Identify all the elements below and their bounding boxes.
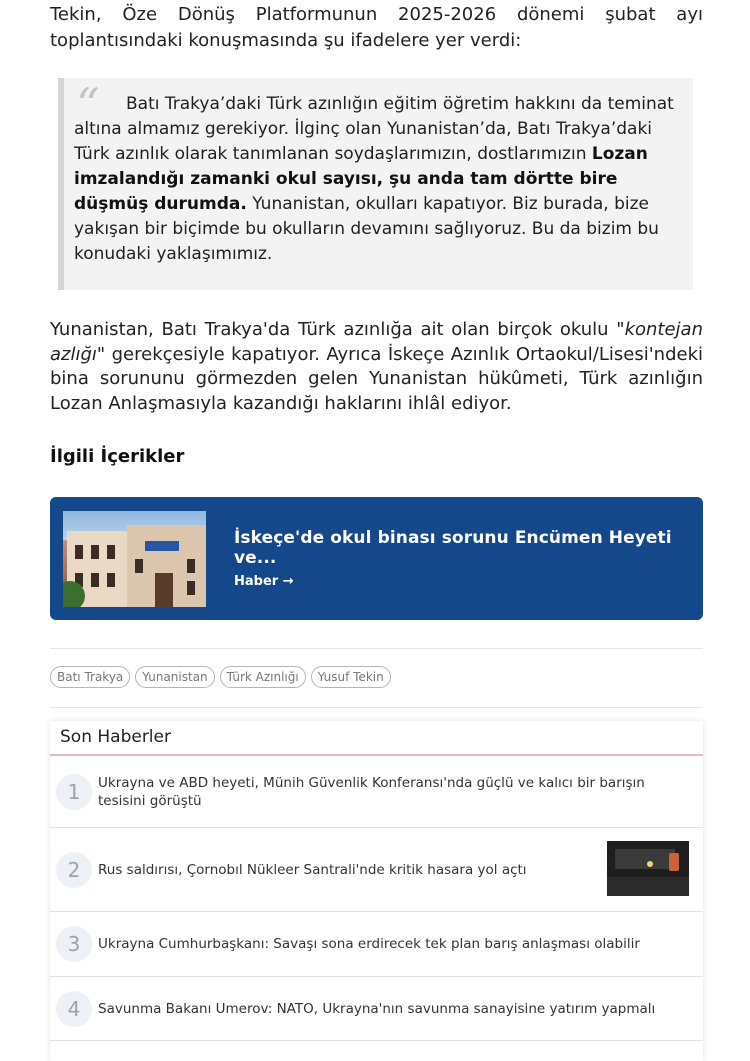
tag-turk-azinligi[interactable]: Türk Azınlığı	[220, 666, 306, 688]
tag-bati-trakya[interactable]: Batı Trakya	[50, 666, 130, 688]
quote-text-bold: Lozan imzalandığı zamanki okul sayısı, şu anda tam dörtte bire düşmüş durumda.	[74, 144, 648, 214]
lead-paragraph: Tekin, Öze Dönüş Platformunun 2025-2026 dönemi şubat ayı toplantısındaki konuşmasında şu ifadelere yer verdi:	[50, 4, 703, 51]
body-text-part1: Yunanistan, Batı Trakya'da Türk azınlığa ait olan birçok okulu	[50, 319, 617, 340]
quote-block	[58, 78, 693, 290]
latest-news-heading: Son Haberler	[50, 721, 703, 756]
rank-badge: 1	[56, 774, 92, 810]
divider	[50, 648, 703, 649]
related-article-title[interactable]: İskeçe'de okul binası sorunu Encümen Heyeti ve...	[234, 528, 672, 568]
list-item[interactable]	[50, 912, 703, 977]
divider	[50, 707, 703, 708]
category-label: Haber	[234, 574, 279, 589]
quote-text	[74, 92, 675, 267]
list-item[interactable]	[50, 977, 703, 1041]
body-text-part2: gerekçesiyle kapatıyor. Ayrıca İskeçe Azınlık Ortaokul/Lisesi'ndeki bina sorununu görmezden gelen Yunanistan hükûmeti, Türk azınlığın Lozan Anlaşmasıyla kazandığı haklarını ihlâl ediyor.	[50, 343, 703, 414]
news-title[interactable]: Ukrayna Cumhurbaşkanı: Savaşı sona erdirecek tek plan barış anlaşması olabilir	[98, 936, 640, 952]
rank-badge: 4	[56, 991, 92, 1027]
tag-yunanistan[interactable]: Yunanistan	[135, 666, 214, 688]
news-title[interactable]: Rus saldırısı, Çornobıl Nükleer Santrali'nde kritik hasara yol açtı	[98, 861, 527, 878]
quote-text-part2: Yunanistan, okulları kapatıyor. Biz burada, bize yakışan bir biçimde bu okulların devamını sağlıyoruz. Bu da bizim bu konudaki yaklaşımımız.	[74, 194, 659, 264]
arrow-right-icon: →	[282, 574, 294, 589]
related-heading: İlgili İçerikler	[50, 446, 185, 467]
related-article-thumbnail	[63, 511, 206, 607]
list-item[interactable]	[50, 828, 703, 912]
quote-mark-icon: “	[76, 78, 100, 132]
news-title[interactable]: Ukrayna ve ABD heyeti, Münih Güvenlik Konferansı'nda güçlü ve kalıcı bir barışın tesisini görüştü	[98, 774, 645, 809]
body-text-italic: "kontejan azlığı"	[50, 319, 703, 365]
tag-list	[50, 666, 391, 688]
rank-badge: 2	[56, 852, 92, 888]
quote-text-part1: Batı Trakya’daki Türk azınlığın eğitim öğretim hakkını da teminat altına almamız gerekiyor. İlginç olan Yunanistan’da, Batı Trakya’daki Türk azınlık olarak tanımlanan soydaşlarımızın, dostlarımızın	[74, 94, 674, 164]
news-thumbnail[interactable]	[607, 841, 689, 896]
related-article-card[interactable]	[50, 497, 703, 620]
tag-yusuf-tekin[interactable]: Yusuf Tekin	[311, 666, 391, 688]
news-title[interactable]: Savunma Bakanı Umerov: NATO, Ukrayna'nın savunma sanayisine yatırım yapmalı	[98, 1000, 656, 1017]
body-paragraph	[50, 318, 703, 416]
latest-news-widget	[50, 721, 703, 1061]
rank-badge: 3	[56, 926, 92, 962]
list-item[interactable]	[50, 756, 703, 828]
related-article-category	[234, 574, 703, 589]
